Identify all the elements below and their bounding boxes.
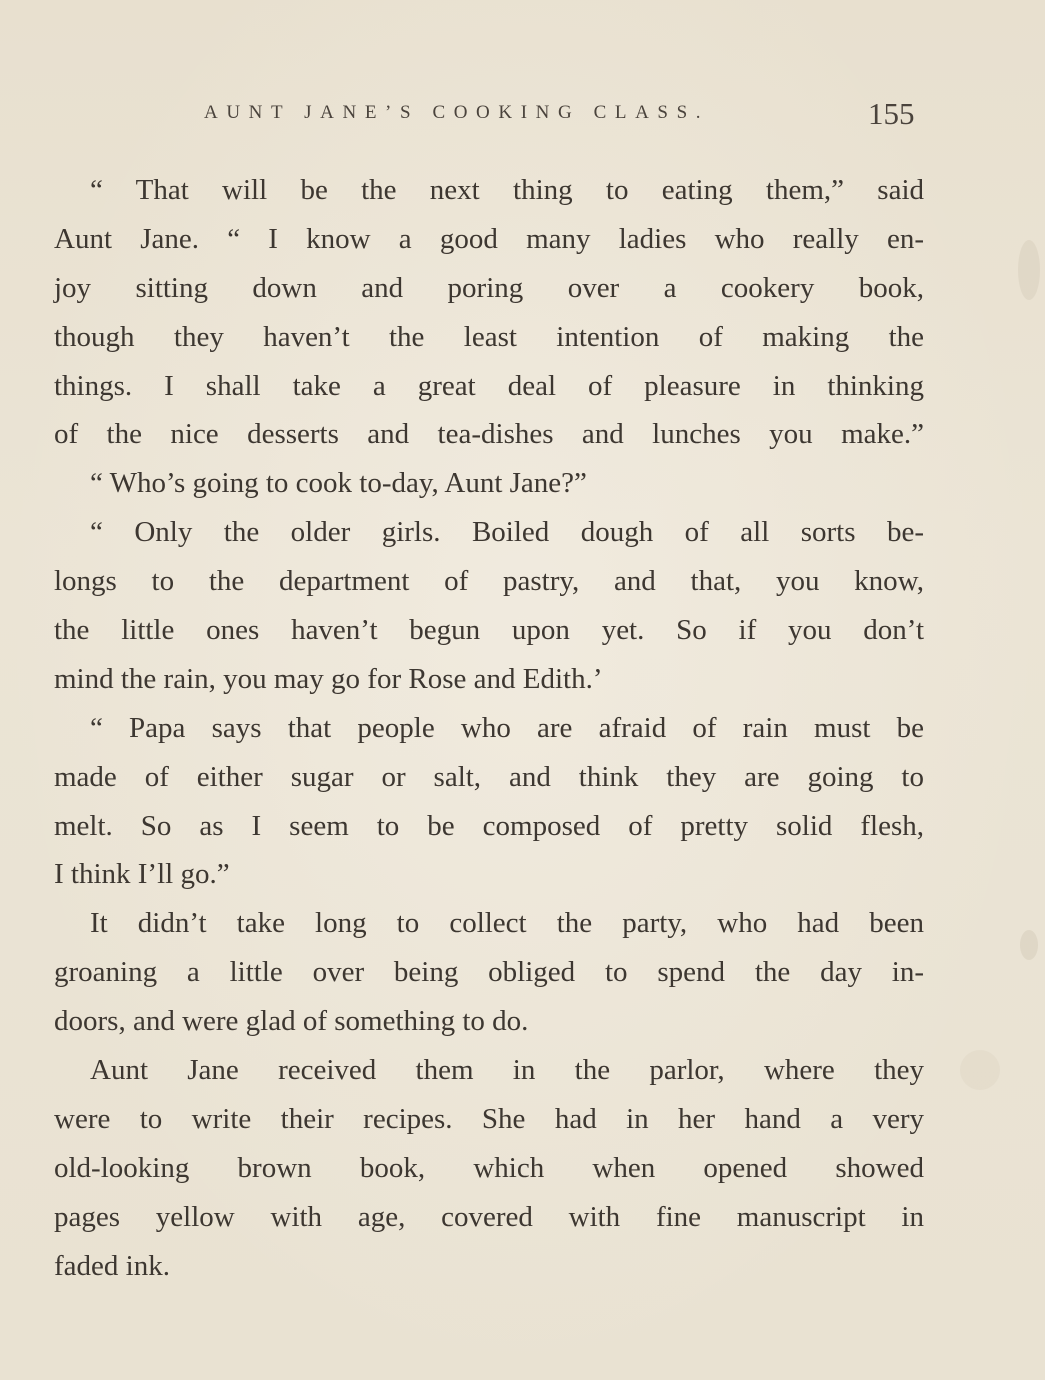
text-line: groaning a little over being obliged to spend the day in- [54,956,924,989]
text-line: old-looking brown book, which when opened showed [54,1151,924,1184]
running-title: AUNT JANE’S COOKING CLASS. [204,102,710,123]
text-line: of the nice desserts and tea-dishes and lunches you make.” [54,418,924,451]
text-line: made of either sugar or salt, and think they are going to [54,760,924,793]
text-line: Aunt Jane received them in the parlor, where they [90,1054,924,1087]
text-line: though they haven’t the least intention of making the [54,320,924,353]
text-line: I think I’ll go.” [54,858,230,891]
text-line: “ Papa says that people who are afraid of rain must be [90,711,924,744]
text-line: the little ones haven’t begun upon yet. So if you don’t [54,614,924,647]
text-line: “ Who’s going to cook to-day, Aunt Jane?” [90,467,587,500]
paper-stain [1020,930,1038,960]
page-number: 155 [868,96,915,131]
text-line: It didn’t take long to collect the party, who had been [90,907,924,940]
running-head [0,98,1045,138]
text-line: “ That will be the next thing to eating them,” said [90,174,924,206]
text-line: Aunt Jane. “ I know a good many ladies who really en- [54,222,924,255]
body-text [54,166,924,1290]
text-line: doors, and were glad of something to do. [54,1005,529,1038]
text-line: melt. So as I seem to be composed of pretty solid flesh, [54,809,924,842]
text-line: pages yellow with age, covered with fine manuscript in [54,1200,924,1233]
text-line: faded ink. [54,1249,170,1282]
text-line: “ Only the older girls. Boiled dough of all sorts be- [90,516,924,549]
paper-stain [1018,240,1040,300]
paper-stain [960,1050,1000,1090]
text-line: longs to the department of pastry, and that, you know, [54,565,924,598]
text-line: joy sitting down and poring over a cookery book, [54,271,924,304]
text-line: mind the rain, you may go for Rose and Edith.’ [54,662,603,695]
text-line: were to write their recipes. She had in her hand a very [54,1102,924,1135]
text-line: things. I shall take a great deal of pleasure in thinking [54,369,924,402]
